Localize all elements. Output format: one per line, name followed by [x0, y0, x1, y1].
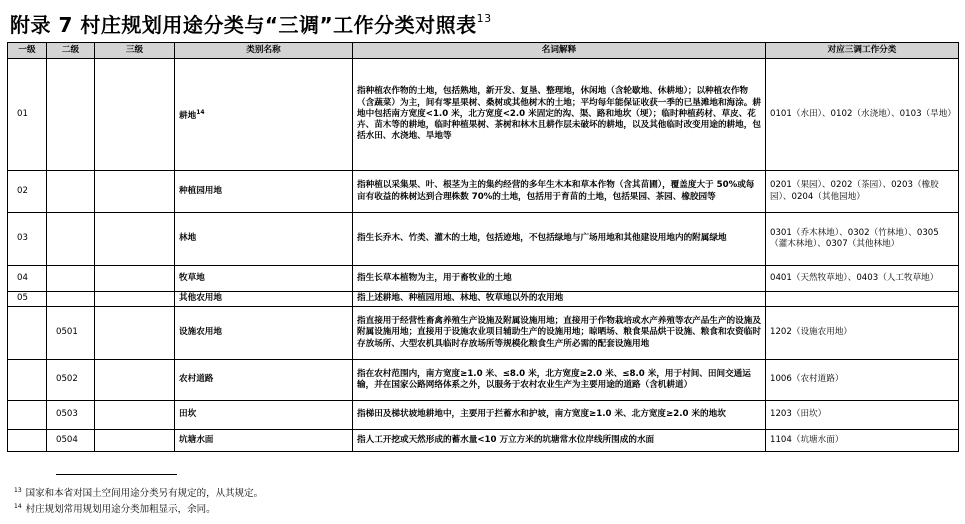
header-category-name: 类别名称 [175, 43, 353, 59]
cell-category-name: 农村道路 [175, 360, 353, 401]
header-level1: 一级 [8, 43, 47, 59]
cell-level2: 0503 [47, 401, 95, 430]
table-row [8, 213, 959, 266]
cell-category-name: 种植园用地 [175, 171, 353, 213]
footnote-text: 村庄规划常用规划用途分类加粗显示，余同。 [25, 504, 216, 515]
cell-level2: 0502 [47, 360, 95, 401]
cell-category-name: 其他农用地 [175, 292, 353, 307]
cell-category-name: 田坎 [175, 401, 353, 430]
cell-explanation: 指梯田及梯状坡地耕地中，主要用于拦蓄水和护坡，南方宽度≥1.0 米、北方宽度≥2.0 米的地坎 [353, 401, 766, 430]
cell-mapping: 0101（水田）、0102（水浇地）、0103（旱地） [766, 59, 959, 171]
table-row [8, 59, 959, 171]
table-row [8, 266, 959, 292]
category-name-text: 耕地 [179, 110, 197, 121]
cell-level3 [95, 307, 175, 360]
cell-mapping: 0201（果园）、0202（茶园）、0203（橡胶园）、0204（其他园地） [766, 171, 959, 213]
cell-level2 [47, 213, 95, 266]
cell-level3 [95, 401, 175, 430]
cell-level1: 04 [8, 266, 47, 292]
header-mapping: 对应三调工作分类 [766, 43, 959, 59]
cell-level3 [95, 430, 175, 452]
footnote-separator [56, 474, 177, 475]
cell-level2 [47, 171, 95, 213]
cell-explanation: 指在农村范围内，南方宽度≥1.0 米、≤8.0 米，北方宽度≥2.0 米、≤8.0 米，用于村间、田间交通运输，并在国家公路网络体系之外，以服务于农村农业生产为主要用途的道路（含机耕道） [353, 360, 766, 401]
footnote-mark: 14 [14, 503, 22, 510]
cell-level1 [8, 307, 47, 360]
cell-level3 [95, 292, 175, 307]
cell-level2: 0501 [47, 307, 95, 360]
cell-category-name: 坑塘水面 [175, 430, 353, 452]
header-explanation: 名词解释 [353, 43, 766, 59]
cell-explanation: 指生长乔木、竹类、灌木的土地，包括迹地，不包括绿地与广场用地和其他建设用地内的附属绿地 [353, 213, 766, 266]
cell-level1: 01 [8, 59, 47, 171]
table-row [8, 171, 959, 213]
cell-category-name: 设施农用地 [175, 307, 353, 360]
cell-mapping: 0401（天然牧草地）、0403（人工牧草地） [766, 266, 959, 292]
category-footnote-ref: 14 [196, 108, 205, 116]
cell-level3 [95, 360, 175, 401]
title-footnote-ref: 13 [476, 12, 492, 25]
header-level3: 三级 [95, 43, 175, 59]
table-row [8, 401, 959, 430]
cell-level1: 03 [8, 213, 47, 266]
cell-level3 [95, 171, 175, 213]
table-row [8, 307, 959, 360]
cell-level1 [8, 430, 47, 452]
cell-level1: 05 [8, 292, 47, 307]
cell-mapping: 1202（设施农用地） [766, 307, 959, 360]
cell-level2: 0504 [47, 430, 95, 452]
cell-category-name: 牧草地 [175, 266, 353, 292]
classification-table [7, 42, 959, 452]
cell-mapping: 1104（坑塘水面） [766, 430, 959, 452]
header-level2: 二级 [47, 43, 95, 59]
footnote-1 [14, 485, 263, 500]
cell-level2 [47, 266, 95, 292]
table-header-row [8, 43, 959, 59]
footnote-2 [14, 501, 216, 516]
title-text: 附录 7 村庄规划用途分类与“三调”工作分类对照表 [10, 13, 477, 37]
table-row [8, 430, 959, 452]
cell-category-name: 林地 [175, 213, 353, 266]
cell-explanation: 指种植农作物的土地，包括熟地，新开发、复垦、整理地，休闲地（含轮歇地、休耕地）；以种植农作物（含蔬菜）为主，间有零星果树、桑树或其他树木的土地；平均每年能保证收获一季的已垦滩地和海涂。耕地中包括南方宽度<1.0 米，北方宽度<2.0 米固定的沟、渠、路和地坎（埂）；临时种植药材、草皮、花卉、苗木等的耕地，临时种植果树、茶树和林木且耕作层未破坏的耕地，以及其他临时改变用途的耕地，包括水田、水浇地、旱地等 [353, 59, 766, 171]
cell-level3 [95, 266, 175, 292]
cell-category-name [175, 59, 353, 171]
page-title [10, 2, 492, 36]
cell-level1 [8, 360, 47, 401]
footnote-mark: 13 [14, 487, 22, 494]
cell-mapping: 1203（田坎） [766, 401, 959, 430]
cell-level2 [47, 59, 95, 171]
cell-level2 [47, 292, 95, 307]
cell-explanation: 指直接用于经营性畜禽养殖生产设施及附属设施用地；直接用于作物栽培或水产养殖等农产品生产的设施及附属设施用地；直接用于设施农业项目辅助生产的设施用地；晾晒场、粮食果品烘干设施、粮食和农资临时存放场所、大型农机具临时存放场所等规模化粮食生产所必需的配套设施用地 [353, 307, 766, 360]
cell-level3 [95, 213, 175, 266]
cell-explanation: 指生长草本植物为主，用于畜牧业的土地 [353, 266, 766, 292]
footnote-text: 国家和本省对国土空间用途分类另有规定的，从其规定。 [25, 488, 264, 499]
cell-mapping [766, 292, 959, 307]
cell-explanation: 指上述耕地、种植园用地、林地、牧草地以外的农用地 [353, 292, 766, 307]
cell-level3 [95, 59, 175, 171]
cell-explanation: 指人工开挖或天然形成的蓄水量<10 万立方米的坑塘常水位岸线所围成的水面 [353, 430, 766, 452]
table-row [8, 292, 959, 307]
cell-mapping: 0301（乔木林地）、0302（竹林地）、0305（灌木林地）、0307（其他林地） [766, 213, 959, 266]
cell-mapping: 1006（农村道路） [766, 360, 959, 401]
cell-level1: 02 [8, 171, 47, 213]
table-row [8, 360, 959, 401]
cell-level1 [8, 401, 47, 430]
cell-explanation: 指种植以采集果、叶、根茎为主的集约经营的多年生木本和草本作物（含其苗圃），覆盖度大于 50%或每亩有收益的株树达到合理株数 70%的土地，包括用于育苗的土地，包括果园、茶园、橡胶园等 [353, 171, 766, 213]
